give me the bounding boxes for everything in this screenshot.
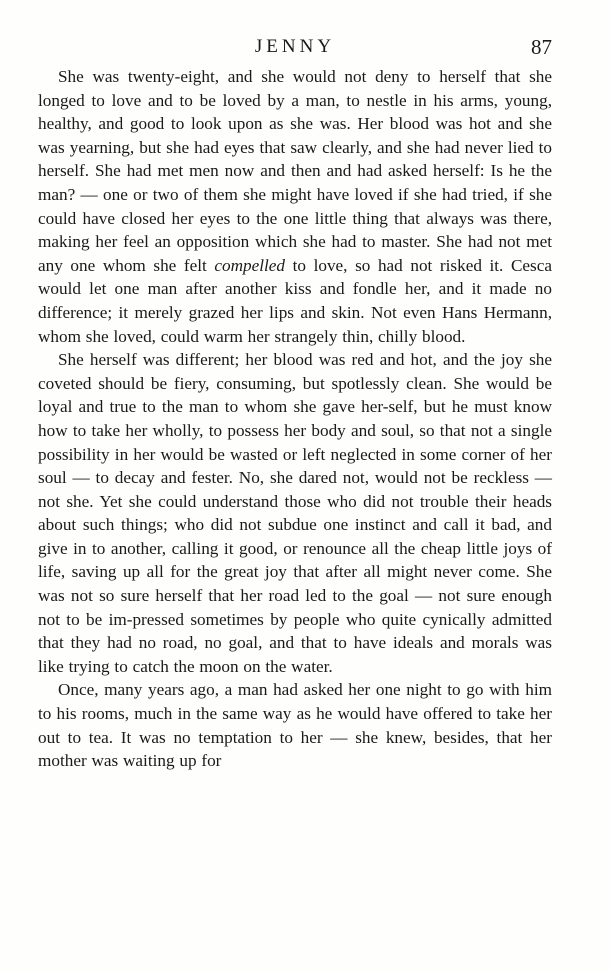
emphasis-compelled: compelled [214,255,286,275]
paragraph-2: She herself was different; her blood was red and hot, and the joy she coveted should be fiery, consuming, but spotlessly clean. She would be loyal and true to the man to whom she gave her-self, but he must know how to take her wholly, to possess her body and soul, so that not a single possibility in her would be wasted or left neglected in some corner of her soul — to decay and fester. No, she dared not, would not be reckless — not she. Yet she could understand those who did not trouble their heads about such things; who did not subdue one instinct and call it bad, and give in to another, calling it good, or renounce all the cheap little joys of life, saving up all for the great joy that after all might never come. She was not so sure herself that her road led to the goal — not sure enough not to be im-pressed sometimes by people who quite cynically admitted that they had no road, no goal, and that to have ideals and morals was like trying to catch the moon on the water. [38,350,552,676]
paragraph-1-part-b: to love, so had not risked it. Cesca would let one man after another kiss and fondle her, and it made no difference; it merely grazed her lips and skin. Not even Hans Hermann, whom she loved, could warm her strangely thin, chilly blood. [38,255,552,346]
page-number: 87 [531,35,552,59]
running-title: JENNY [254,36,336,57]
paragraph-1 [38,65,552,348]
paragraph-1-part-a: She was twenty-eight, and she would not deny to herself that she longed to love and to be loved by a man, to nestle in his arms, young, healthy, and good to look upon as she was. Her blood was hot and she was yearning, but she had eyes that saw clearly, and she had never lied to herself. She had met men now and then and had asked herself: Is he the man? — one or two of them she might have loved if she had tried, if she could have closed her eyes to the one little thing that always was there, making her feel an opposition which she had to master. She had not met any one whom she felt [38,67,552,275]
body-text [38,65,552,773]
running-head [38,33,552,61]
paragraph-3: Once, many years ago, a man had asked her one night to go with him to his rooms, much in the same way as he would have offered to take her out to tea. It was no temptation to her — she knew, besides, that her mother was waiting up for [38,680,552,771]
